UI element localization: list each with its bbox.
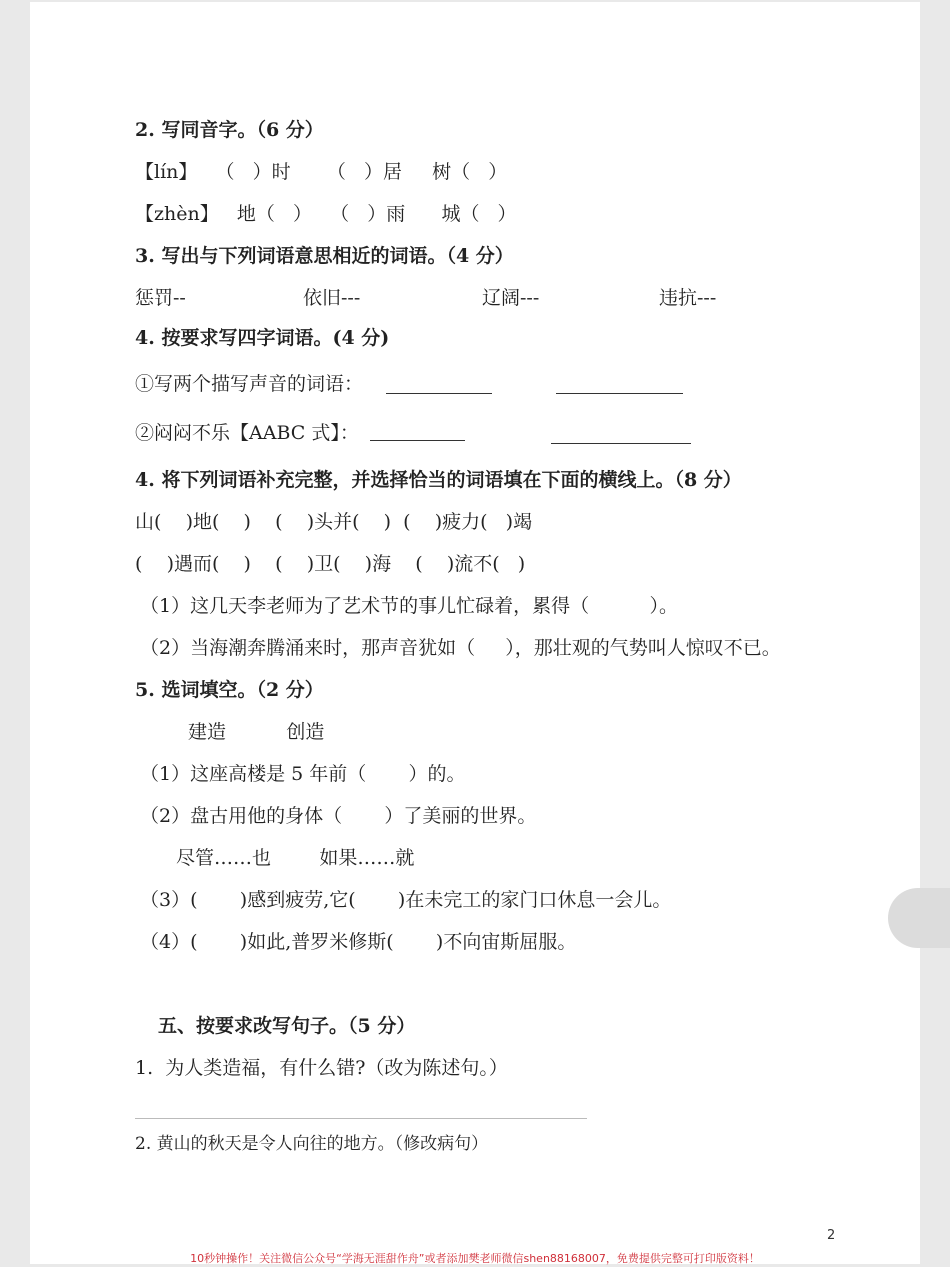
q5-sentence1: （1）这座高楼是 5 年前（ ）的。 (140, 763, 466, 785)
q4a-item1: ①写两个描写声音的词语： (135, 373, 364, 395)
answer-blank[interactable] (556, 393, 683, 394)
q3-title: 3. 写出与下列词语意思相近的词语。（4 分） (135, 245, 514, 267)
q4b-sentence1: （1）这几天李老师为了艺术节的事儿忙碌着，累得（ ）。 (140, 595, 678, 617)
q5-sentence4: （4）( )如此,普罗米修斯( )不向宙斯屈服。 (140, 931, 577, 953)
section5-q1: 1. 为人类造福，有什么错?（改为陈述句。） (135, 1057, 508, 1079)
q2-row1: 【lín】 （ ）时 （ ）居 树（ ） (135, 161, 508, 183)
page-number: 2 (827, 1228, 836, 1243)
answer-line[interactable] (135, 1118, 587, 1119)
q4b-row1: 山( )地( ) ( )头并( ) ( )疲力( )竭 (135, 511, 533, 533)
section5-title: 五、按要求改写句子。（5 分） (158, 1015, 416, 1037)
q3-word-1: 惩罚-- (135, 287, 186, 309)
q4a-item2: ②闷闷不乐【AABC 式】： (135, 422, 359, 444)
q5-sentence3: （3）( )感到疲劳,它( )在未完工的家门口休息一会儿。 (140, 889, 672, 911)
q3-word-4: 违抗--- (659, 287, 717, 309)
q5-sentence2: （2）盘古用他的身体（ ）了美丽的世界。 (140, 805, 537, 827)
answer-blank[interactable] (386, 393, 492, 394)
answer-blank[interactable] (370, 440, 465, 441)
q4b-sentence2: （2）当海潮奔腾涌来时，那声音犹如（ ），那壮观的气势叫人惊叹不已。 (140, 637, 781, 659)
side-scroll-tab[interactable] (888, 888, 950, 948)
q5-title: 5. 选词填空。（2 分） (135, 679, 324, 701)
q4b-title: 4. 将下列词语补充完整，并选择恰当的词语填在下面的横线上。（8 分） (135, 469, 742, 491)
section5-q2: 2. 黄山的秋天是令人向往的地方。（修改病句） (135, 1134, 489, 1154)
q3-word-2: 依旧--- (303, 287, 361, 309)
q2-row2: 【zhèn】 地（ ） （ ）雨 城（ ） (135, 203, 517, 225)
q5-options1: 建造 创造 (188, 721, 325, 743)
q4a-title: 4. 按要求写四字词语。(4 分) (135, 327, 390, 349)
q4b-row2: ( )遇而( ) ( )卫( )海 ( )流不( ) (135, 553, 526, 575)
q2-title: 2. 写同音字。（6 分） (135, 119, 324, 141)
footer-notice: 10秒钟操作！关注微信公众号“学海无涯甜作舟”或者添加樊老师微信shen88168007，免费提供完整可打印版资料！ (190, 1252, 760, 1265)
answer-blank[interactable] (551, 443, 691, 444)
q5-options2: 尽管……也 如果……就 (176, 847, 415, 869)
q3-word-3: 辽阔--- (482, 287, 540, 309)
